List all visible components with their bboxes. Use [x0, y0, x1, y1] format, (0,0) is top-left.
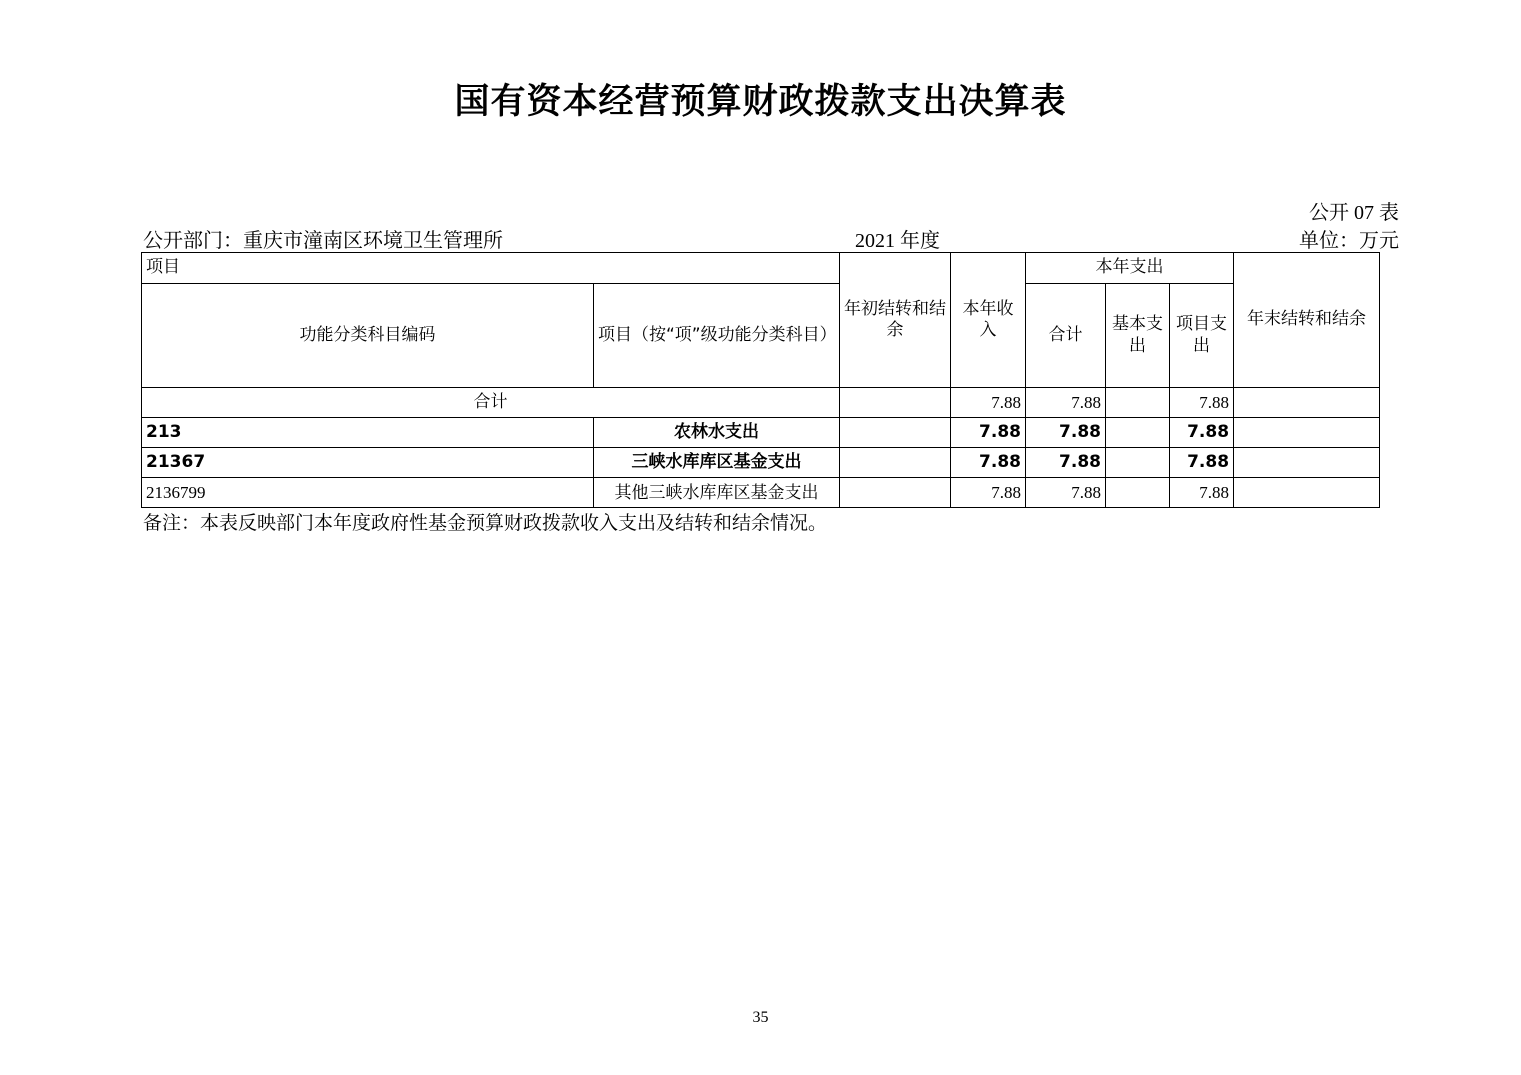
cell-code: 21367 — [142, 448, 594, 478]
cell-item: 农林水支出 — [594, 418, 840, 448]
header-basic-expend: 基本支出 — [1106, 284, 1170, 388]
table-row — [142, 478, 1380, 508]
cell-begin-balance — [840, 418, 951, 448]
cell-expend-total: 7.88 — [1026, 448, 1106, 478]
table-row — [142, 448, 1380, 478]
cell-basic-expend — [1106, 478, 1170, 508]
header-project-expend: 项目支出 — [1170, 284, 1234, 388]
cell-project-expend: 7.88 — [1170, 448, 1234, 478]
header-item: 项目（按“项”级功能分类科目） — [594, 284, 840, 388]
header-code: 功能分类科目编码 — [142, 284, 594, 388]
budget-table — [141, 252, 1380, 508]
table-group-header-row — [142, 253, 1380, 284]
cell-item: 三峡水库库区基金支出 — [594, 448, 840, 478]
cell-income: 7.88 — [951, 478, 1026, 508]
cell-project-expend: 7.88 — [1170, 388, 1234, 418]
cell-expend-total: 7.88 — [1026, 418, 1106, 448]
cell-end-balance — [1234, 478, 1380, 508]
cell-code: 213 — [142, 418, 594, 448]
cell-project-expend: 7.88 — [1170, 478, 1234, 508]
cell-item: 其他三峡水库库区基金支出 — [594, 478, 840, 508]
cell-income: 7.88 — [951, 448, 1026, 478]
sheet-number-label: 公开 07 表 — [1309, 202, 1399, 224]
table-note: 备注：本表反映部门本年度政府性基金预算财政拨款收入支出及结转和结余情况。 — [143, 513, 828, 534]
cell-basic-expend — [1106, 388, 1170, 418]
department-line: 公开部门：重庆市潼南区环境卫生管理所 — [143, 230, 503, 252]
cell-begin-balance — [840, 448, 951, 478]
header-expend-group: 本年支出 — [1026, 253, 1234, 284]
cell-code: 2136799 — [142, 478, 594, 508]
cell-basic-expend — [1106, 448, 1170, 478]
cell-end-balance — [1234, 448, 1380, 478]
header-expend-total: 合计 — [1026, 284, 1106, 388]
unit-label: 单位：万元 — [1299, 230, 1399, 252]
page-number: 35 — [752, 1009, 769, 1026]
cell-end-balance — [1234, 388, 1380, 418]
cell-income: 7.88 — [951, 388, 1026, 418]
cell-end-balance — [1234, 418, 1380, 448]
page-title: 国有资本经营预算财政拨款支出决算表 — [454, 82, 1067, 122]
cell-income: 7.88 — [951, 418, 1026, 448]
cell-expend-total: 7.88 — [1026, 388, 1106, 418]
cell-begin-balance — [840, 388, 951, 418]
cell-begin-balance — [840, 478, 951, 508]
header-end-balance: 年末结转和结余 — [1234, 253, 1380, 388]
table-row — [142, 418, 1380, 448]
cell-project-expend: 7.88 — [1170, 418, 1234, 448]
table-header-row — [142, 284, 1380, 388]
group-label-cell: 项目 — [142, 253, 840, 284]
fiscal-year-line: 2021 年度 — [855, 230, 940, 252]
header-income: 本年收入 — [951, 253, 1026, 388]
cell-expend-total: 7.88 — [1026, 478, 1106, 508]
row-total-label: 合计 — [142, 388, 840, 418]
cell-basic-expend — [1106, 418, 1170, 448]
header-begin-balance: 年初结转和结余 — [840, 253, 951, 388]
table-row — [142, 388, 1380, 418]
